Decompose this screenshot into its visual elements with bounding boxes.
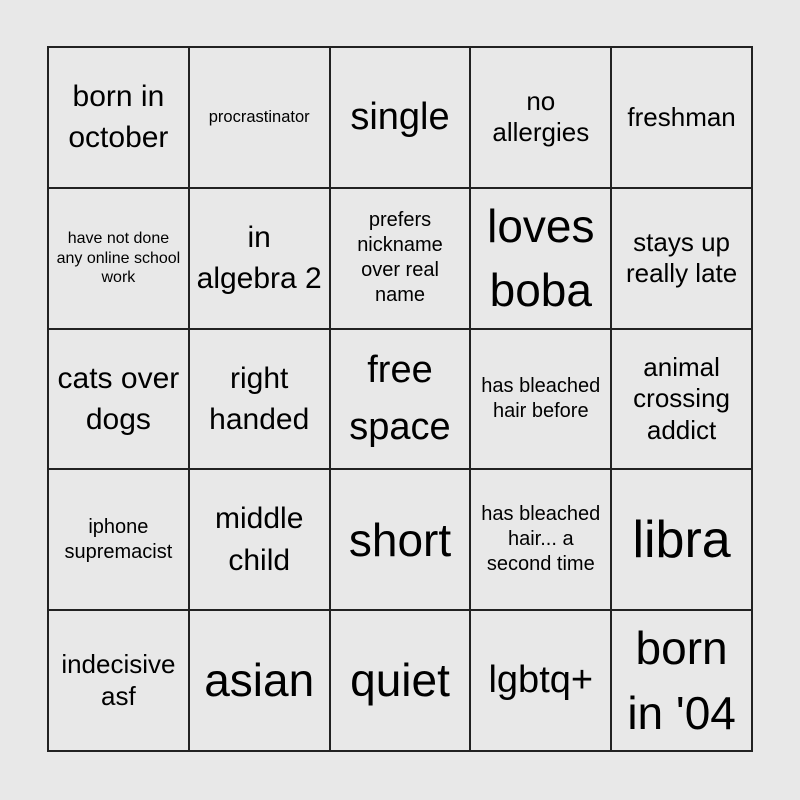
cell-text: libra [632, 510, 731, 569]
cell-text: cats over dogs [57, 361, 180, 436]
cell-text: have not done any online school work [56, 230, 181, 286]
bingo-cell[interactable] [471, 48, 612, 189]
bingo-cell[interactable] [331, 189, 472, 330]
bingo-cell[interactable] [331, 611, 472, 752]
cell-text: free space [349, 348, 451, 448]
cell-text: born in october [68, 80, 169, 155]
bingo-cell[interactable] [471, 611, 612, 752]
bingo-cell[interactable] [612, 48, 753, 189]
bingo-cell[interactable] [49, 611, 190, 752]
bingo-cell[interactable] [612, 189, 753, 330]
cell-text: iphone supremacist [64, 515, 173, 563]
cell-text: quiet [350, 654, 450, 707]
cell-text: single [350, 95, 450, 138]
cell-text: lgbtq+ [488, 659, 594, 702]
bingo-cell[interactable] [190, 330, 331, 471]
bingo-cell[interactable] [190, 48, 331, 189]
cell-text: animal crossing addict [633, 352, 730, 445]
bingo-cell[interactable] [190, 611, 331, 752]
bingo-cell[interactable] [471, 470, 612, 611]
cell-text: has bleached hair before [481, 374, 601, 422]
cell-text: middle child [215, 502, 304, 577]
cell-text: has bleached hair... a second time [481, 503, 601, 576]
cell-text: born in '04 [627, 622, 736, 739]
cell-text: loves boba [487, 199, 595, 317]
bingo-cell[interactable] [331, 330, 472, 471]
bingo-cell[interactable] [471, 330, 612, 471]
cell-text: no allergies [492, 86, 590, 148]
cell-text: stays up really late [625, 227, 738, 289]
cell-text: procrastinator [208, 108, 310, 127]
cell-text: freshman [627, 101, 736, 132]
bingo-cell[interactable] [331, 48, 472, 189]
cell-text: short [348, 513, 452, 566]
bingo-cell[interactable] [471, 189, 612, 330]
bingo-cell[interactable] [612, 330, 753, 471]
bingo-cell[interactable] [49, 189, 190, 330]
bingo-cell[interactable] [190, 470, 331, 611]
bingo-board [47, 46, 753, 752]
bingo-cell[interactable] [49, 330, 190, 471]
cell-text: right handed [209, 361, 310, 436]
cell-text: in algebra 2 [196, 220, 322, 296]
bingo-cell[interactable] [331, 470, 472, 611]
cell-text: asian [204, 654, 315, 707]
bingo-cell[interactable] [49, 48, 190, 189]
bingo-cell[interactable] [190, 189, 331, 330]
bingo-cell[interactable] [49, 470, 190, 611]
bingo-cell[interactable] [612, 611, 753, 752]
cell-text: prefers nickname over real name [357, 209, 443, 307]
bingo-cell[interactable] [612, 470, 753, 611]
cell-text: indecisive asf [61, 649, 176, 711]
